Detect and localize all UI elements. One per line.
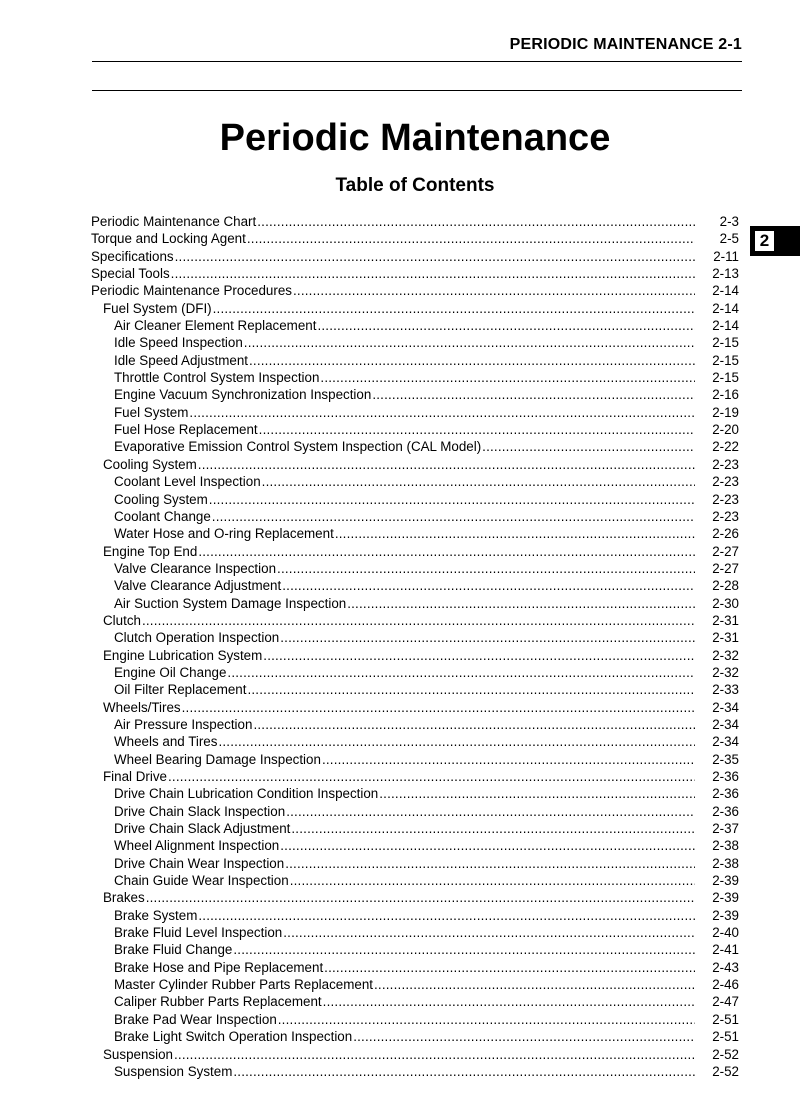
toc-entry-label: Brake Fluid Change <box>114 942 233 958</box>
toc-entry[interactable] <box>91 768 739 785</box>
toc-entry[interactable] <box>91 820 739 837</box>
toc-entry[interactable] <box>91 924 739 941</box>
toc-entry[interactable] <box>91 248 739 265</box>
toc-dot-leader <box>277 560 695 577</box>
toc-dot-leader <box>198 456 695 473</box>
toc-entry[interactable] <box>91 976 739 993</box>
toc-entry-page: 2-31 <box>712 630 739 646</box>
toc-entry-page: 2-20 <box>712 422 739 438</box>
toc-entry-page: 2-15 <box>712 335 739 351</box>
toc-dot-leader <box>233 941 695 958</box>
toc-entry[interactable] <box>91 525 739 542</box>
toc-entry[interactable] <box>91 699 739 716</box>
toc-entry[interactable] <box>91 491 739 508</box>
toc-entry-page: 2-35 <box>712 751 739 767</box>
toc-entry[interactable] <box>91 785 739 802</box>
toc-entry-label: Air Pressure Inspection <box>114 716 253 732</box>
toc-dot-leader <box>227 664 695 681</box>
toc-dot-leader <box>257 213 695 230</box>
toc-entry-page: 2-39 <box>712 907 739 923</box>
toc-entry-page: 2-23 <box>712 456 739 472</box>
toc-entry[interactable] <box>91 438 739 455</box>
header-rule-top <box>92 61 742 62</box>
toc-entry-label: Brake Light Switch Operation Inspection <box>114 1029 353 1045</box>
toc-entry-page: 2-43 <box>712 959 739 975</box>
toc-entry[interactable] <box>91 300 739 317</box>
toc-entry[interactable] <box>91 733 739 750</box>
toc-entry-label: Cooling System <box>103 456 197 472</box>
toc-entry-page: 2-23 <box>712 474 739 490</box>
toc-entry-label: Engine Lubrication System <box>103 647 263 663</box>
toc-entry-page: 2-46 <box>712 977 739 993</box>
toc-entry-page: 2-33 <box>712 682 739 698</box>
page-title: Periodic Maintenance <box>219 117 611 159</box>
running-head: PERIODIC MAINTENANCE 2-1 <box>509 36 742 53</box>
toc-dot-leader <box>280 837 695 854</box>
toc-entry-page: 2-23 <box>712 508 739 524</box>
toc-entry[interactable] <box>91 369 739 386</box>
toc-dot-leader <box>244 334 695 351</box>
toc-entry-page: 2-31 <box>712 612 739 628</box>
toc-entry[interactable] <box>91 872 739 889</box>
toc-entry-page: 2-32 <box>712 647 739 663</box>
toc-dot-leader <box>286 803 695 820</box>
toc-entry-page: 2-14 <box>712 283 739 299</box>
toc-entry[interactable] <box>91 837 739 854</box>
toc-entry-label: Drive Chain Wear Inspection <box>114 855 285 871</box>
header-rule-bottom <box>92 90 742 91</box>
toc-entry[interactable] <box>91 473 739 490</box>
toc-entry[interactable] <box>91 1028 739 1045</box>
toc-dot-leader <box>263 647 695 664</box>
toc-entry-label: Wheels and Tires <box>114 734 218 750</box>
toc-entry-page: 2-16 <box>712 387 739 403</box>
table-of-contents <box>91 213 739 1080</box>
toc-entry-label: Periodic Maintenance Procedures <box>91 283 292 299</box>
toc-entry-page: 2-39 <box>712 873 739 889</box>
chapter-tab-number: 2 <box>754 230 775 252</box>
toc-dot-leader <box>282 577 695 594</box>
toc-entry[interactable] <box>91 213 739 230</box>
toc-entry-page: 2-51 <box>712 1011 739 1027</box>
toc-entry-label: Drive Chain Slack Adjustment <box>114 821 291 837</box>
toc-dot-leader <box>146 889 695 906</box>
toc-dot-leader <box>212 508 695 525</box>
toc-entry-label: Valve Clearance Adjustment <box>114 578 282 594</box>
toc-entry-label: Fuel System (DFI) <box>103 300 212 316</box>
toc-entry[interactable] <box>91 716 739 733</box>
toc-dot-leader <box>317 317 695 334</box>
toc-dot-leader <box>372 386 695 403</box>
toc-dot-leader <box>278 1011 695 1028</box>
toc-entry[interactable] <box>91 959 739 976</box>
toc-entry-label: Cooling System <box>114 491 208 507</box>
toc-entry[interactable] <box>91 334 739 351</box>
toc-dot-leader <box>198 907 695 924</box>
toc-dot-leader <box>249 352 695 369</box>
toc-entry[interactable] <box>91 1011 739 1028</box>
page-subtitle: Table of Contents <box>335 175 495 196</box>
toc-entry[interactable] <box>91 612 739 629</box>
toc-entry-label: Coolant Change <box>114 508 211 524</box>
toc-dot-leader <box>379 785 695 802</box>
toc-entry[interactable] <box>91 456 739 473</box>
toc-dot-leader <box>182 699 695 716</box>
toc-entry-page: 2-14 <box>712 300 739 316</box>
toc-entry-label: Torque and Locking Agent <box>91 231 246 247</box>
toc-entry[interactable] <box>91 1046 739 1063</box>
toc-entry-label: Air Cleaner Element Replacement <box>114 318 317 334</box>
toc-entry-label: Engine Oil Change <box>114 664 227 680</box>
toc-entry[interactable] <box>91 907 739 924</box>
toc-entry[interactable] <box>91 681 739 698</box>
toc-entry-label: Brakes <box>103 890 145 906</box>
toc-dot-leader <box>142 612 695 629</box>
toc-entry-label: Chain Guide Wear Inspection <box>114 873 289 889</box>
toc-dot-leader <box>175 248 695 265</box>
toc-entry-label: Wheel Bearing Damage Inspection <box>114 751 321 767</box>
toc-entry-page: 2-22 <box>712 439 739 455</box>
toc-dot-leader <box>198 543 695 560</box>
toc-entry[interactable] <box>91 560 739 577</box>
toc-entry-page: 2-23 <box>712 491 739 507</box>
toc-entry-page: 2-51 <box>712 1029 739 1045</box>
toc-dot-leader <box>189 404 695 421</box>
toc-entry-page: 2-39 <box>712 890 739 906</box>
toc-entry-label: Specifications <box>91 248 174 264</box>
toc-entry-page: 2-36 <box>712 769 739 784</box>
toc-entry[interactable] <box>91 508 739 525</box>
toc-entry-label: Fuel Hose Replacement <box>114 422 258 438</box>
toc-entry-label: Idle Speed Adjustment <box>114 352 248 368</box>
toc-entry-label: Periodic Maintenance Chart <box>91 214 257 229</box>
toc-dot-leader <box>322 751 695 768</box>
toc-entry[interactable] <box>91 317 739 334</box>
toc-entry-label: Brake System <box>114 907 198 923</box>
toc-dot-leader <box>280 629 695 646</box>
toc-entry-label: Wheel Alignment Inspection <box>114 838 280 854</box>
toc-entry[interactable] <box>91 282 739 299</box>
toc-dot-leader <box>171 265 695 282</box>
toc-entry-page: 2-3 <box>719 214 739 229</box>
toc-entry-page: 2-11 <box>713 248 739 264</box>
toc-entry-label: Brake Fluid Level Inspection <box>114 925 283 941</box>
toc-entry-label: Wheels/Tires <box>103 699 181 715</box>
toc-entry-page: 2-27 <box>712 543 739 559</box>
toc-entry[interactable] <box>91 664 739 681</box>
toc-entry-label: Water Hose and O-ring Replacement <box>114 526 334 542</box>
toc-dot-leader <box>209 491 695 508</box>
toc-entry-page: 2-38 <box>712 855 739 871</box>
toc-dot-leader <box>374 976 695 993</box>
toc-dot-leader <box>174 1046 695 1063</box>
toc-entry-page: 2-13 <box>712 266 739 282</box>
toc-entry[interactable] <box>91 855 739 872</box>
toc-entry-label: Drive Chain Lubrication Condition Inspection <box>114 786 379 802</box>
toc-entry-page: 2-26 <box>712 526 739 542</box>
toc-dot-leader <box>290 872 695 889</box>
toc-entry-page: 2-52 <box>712 1063 739 1079</box>
toc-dot-leader <box>262 473 695 490</box>
toc-entry-page: 2-40 <box>712 925 739 941</box>
toc-entry-label: Fuel System <box>114 404 189 420</box>
toc-dot-leader <box>482 438 695 455</box>
toc-entry[interactable] <box>91 386 739 403</box>
toc-dot-leader <box>233 1063 695 1080</box>
toc-entry-label: Clutch Operation Inspection <box>114 630 280 646</box>
toc-entry[interactable] <box>91 352 739 369</box>
toc-entry-page: 2-47 <box>712 994 739 1010</box>
toc-entry-label: Brake Pad Wear Inspection <box>114 1011 277 1027</box>
toc-entry-page: 2-41 <box>712 942 739 958</box>
toc-dot-leader <box>335 525 695 542</box>
toc-entry-label: Brake Hose and Pipe Replacement <box>114 959 324 975</box>
toc-dot-leader <box>353 1028 695 1045</box>
toc-entry-page: 2-34 <box>712 734 739 750</box>
toc-entry-page: 2-19 <box>712 404 739 420</box>
toc-entry[interactable] <box>91 543 739 560</box>
toc-entry-label: Suspension <box>103 1046 173 1062</box>
toc-entry-label: Air Suction System Damage Inspection <box>114 595 347 611</box>
toc-dot-leader <box>320 369 695 386</box>
toc-dot-leader <box>324 959 695 976</box>
toc-dot-leader <box>218 733 695 750</box>
toc-dot-leader <box>293 282 695 299</box>
toc-dot-leader <box>247 681 695 698</box>
toc-entry-label: Suspension System <box>114 1063 233 1079</box>
toc-entry-label: Throttle Control System Inspection <box>114 370 320 386</box>
toc-entry-page: 2-14 <box>712 318 739 334</box>
toc-entry[interactable] <box>91 595 739 612</box>
toc-dot-leader <box>291 820 695 837</box>
toc-entry-page: 2-52 <box>712 1046 739 1062</box>
toc-dot-leader <box>323 993 695 1010</box>
toc-dot-leader <box>259 421 695 438</box>
toc-entry-page: 2-30 <box>712 595 739 611</box>
toc-entry-label: Final Drive <box>103 769 167 784</box>
toc-entry[interactable] <box>91 404 739 421</box>
toc-entry[interactable] <box>91 1063 739 1080</box>
toc-entry-label: Engine Top End <box>103 543 198 559</box>
toc-entry-label: Oil Filter Replacement <box>114 682 247 698</box>
toc-entry-page: 2-32 <box>712 664 739 680</box>
toc-entry-label: Special Tools <box>91 266 170 282</box>
toc-entry-page: 2-5 <box>719 231 739 247</box>
toc-entry-label: Evaporative Emission Control System Inspection (CAL Model) <box>114 439 482 455</box>
toc-entry-page: 2-28 <box>712 578 739 594</box>
toc-dot-leader <box>213 300 695 317</box>
toc-entry-page: 2-38 <box>712 838 739 854</box>
toc-entry[interactable] <box>91 993 739 1010</box>
toc-dot-leader <box>253 716 695 733</box>
toc-entry[interactable] <box>91 421 739 438</box>
toc-dot-leader <box>285 855 695 872</box>
toc-dot-leader <box>283 924 695 941</box>
toc-entry-label: Valve Clearance Inspection <box>114 560 277 576</box>
toc-entry-label: Engine Vacuum Synchronization Inspection <box>114 387 372 403</box>
toc-entry-label: Caliper Rubber Parts Replacement <box>114 994 322 1010</box>
toc-entry-label: Clutch <box>103 612 141 628</box>
chapter-tab <box>750 226 800 256</box>
toc-entry[interactable] <box>91 889 739 906</box>
toc-dot-leader <box>347 595 695 612</box>
toc-entry-page: 2-34 <box>712 716 739 732</box>
toc-entry[interactable] <box>91 803 739 820</box>
toc-entry-label: Drive Chain Slack Inspection <box>114 803 286 819</box>
toc-entry[interactable] <box>91 647 739 664</box>
toc-entry-page: 2-34 <box>712 699 739 715</box>
toc-entry[interactable] <box>91 629 739 646</box>
toc-entry-label: Master Cylinder Rubber Parts Replacement <box>114 977 373 993</box>
toc-entry-page: 2-15 <box>712 352 739 368</box>
toc-entry[interactable] <box>91 941 739 958</box>
toc-dot-leader <box>247 230 695 247</box>
toc-entry-page: 2-37 <box>712 821 739 837</box>
toc-entry[interactable] <box>91 751 739 768</box>
toc-entry[interactable] <box>91 577 739 594</box>
toc-entry-label: Idle Speed Inspection <box>114 335 243 351</box>
toc-entry-page: 2-15 <box>712 370 739 386</box>
toc-entry[interactable] <box>91 230 739 247</box>
toc-dot-leader <box>168 768 695 785</box>
toc-entry-page: 2-36 <box>712 803 739 819</box>
toc-entry[interactable] <box>91 265 739 282</box>
toc-entry-page: 2-36 <box>712 786 739 802</box>
toc-entry-label: Coolant Level Inspection <box>114 474 261 490</box>
toc-entry-page: 2-27 <box>712 560 739 576</box>
